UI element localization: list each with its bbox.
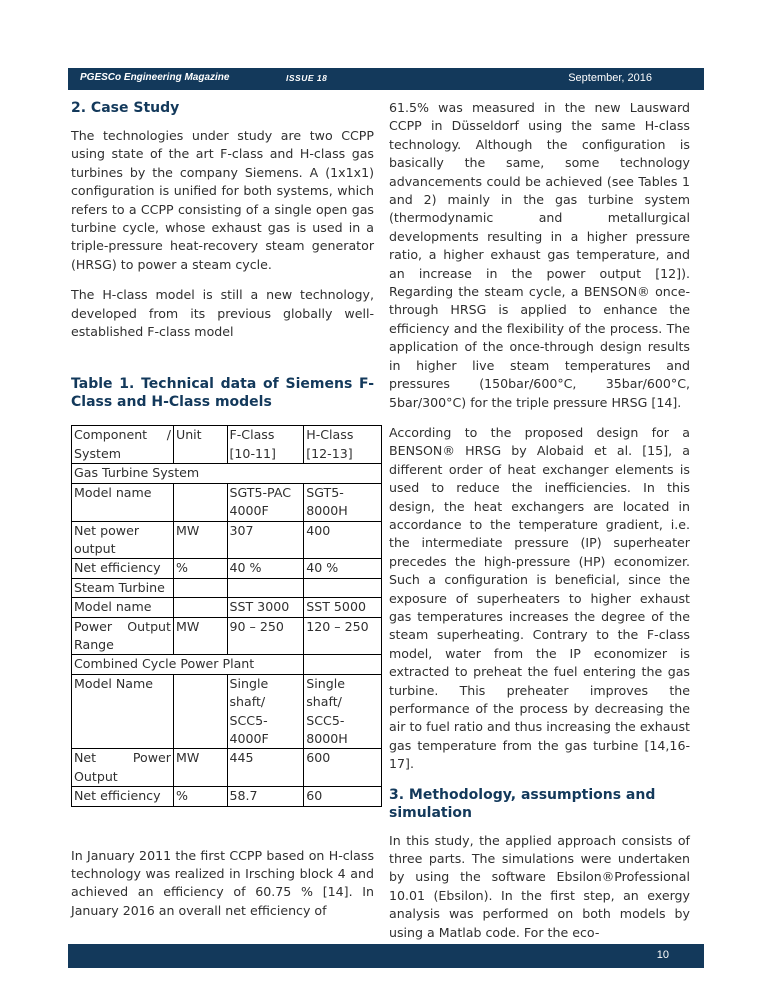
section-title-case-study: 2. Case Study (71, 100, 180, 116)
table-cell: Component / System (72, 426, 174, 464)
table-cell: 58.7 (227, 787, 304, 806)
table-row (72, 483, 382, 521)
table-cell: % (173, 787, 227, 806)
table-row (72, 749, 382, 787)
table-section-row (72, 578, 382, 597)
paragraph: 61.5% was measured in the new Lausward CCPP in Düsseldorf using the same H-class technology. Although the configuration is basically the same, some technology advancements could be achieved (see Tables 1 and 2) mainly in the gas turbine system (thermodynamic and metallurgical developments resulting in a higher pressure ratio, a higher exhaust gas temperature, and an increase in the power output [12]). Regarding the steam cycle, a BENSON® once-through HRSG is applied to enhance the efficiency and the flexibility of the process. The application of the once-through design results in higher live steam temperatures and pressures (150bar/600°C, 35bar/600°C, 5bar/300°C) for the triple pressure HRSG [14]. (389, 100, 690, 410)
footer-bar (68, 944, 704, 968)
technical-data-table (71, 425, 382, 806)
table-row (72, 617, 382, 655)
table-cell: 600 (304, 749, 382, 787)
paragraph: The H-class model is still a new technology, developed from its previous globally well-established F-class model (71, 287, 374, 340)
header-bar (68, 68, 704, 90)
table-row (72, 521, 382, 559)
paragraph: In January 2011 the first CCPP based on H-class technology was realized in Irsching block 4 and achieved an efficiency of 60.75 % [14]. In January 2016 an overall net efficiency of (71, 847, 374, 918)
table-row (72, 598, 382, 617)
issue-label: ISSUE 18 (286, 73, 328, 83)
table-row (72, 559, 382, 578)
left-column (71, 99, 374, 932)
paragraph: The technologies under study are two CCPP using state of the art F-class and H-class gas turbines by the company Siemens. A (1x1x1) configuration is unified for both systems, which refers to a CCPP consisting of a single open gas turbine cycle, whose exhaust gas is used in a triple-pressure heat-recovery steam generator (HRSG) to power a steam cycle. (71, 128, 374, 272)
table-cell: Net efficiency (72, 787, 174, 806)
table-cell: SGT5-PAC 4000F (227, 483, 304, 521)
table-cell: Power Output Range (72, 617, 174, 655)
table-cell: H-Class [12-13] (304, 426, 382, 464)
table-cell: 400 (304, 521, 382, 559)
page-number: 10 (656, 949, 669, 961)
table-cell: MW (173, 521, 227, 559)
table-cell: SGT5-8000H (304, 483, 382, 521)
table-cell: 90 – 250 (227, 617, 304, 655)
issue-date: September, 2016 (568, 72, 652, 84)
table-section-label: Combined Cycle Power Plant (72, 655, 304, 674)
table-cell: MW (173, 617, 227, 655)
table-cell: Net Power Output (72, 749, 174, 787)
table-cell (173, 598, 227, 617)
table-section-label: Steam Turbine (72, 578, 174, 597)
table-cell: Net power output (72, 521, 174, 559)
table-row (72, 787, 382, 806)
table-cell: SST 3000 (227, 598, 304, 617)
right-column (389, 99, 690, 954)
table-section-row (72, 464, 382, 483)
magazine-title: PGESCo Engineering Magazine (80, 72, 230, 83)
table-cell: Model Name (72, 674, 174, 749)
table-cell: % (173, 559, 227, 578)
table-cell: 40 % (227, 559, 304, 578)
table-cell: Single shaft/ SCC5-8000H (304, 674, 382, 749)
table-cell: 445 (227, 749, 304, 787)
table-cell: SST 5000 (304, 598, 382, 617)
table-cell: Net efficiency (72, 559, 174, 578)
table-cell (173, 483, 227, 521)
table-header-row (72, 426, 382, 464)
table-cell: F-Class [10-11] (227, 426, 304, 464)
table-section-label: Gas Turbine System (72, 464, 382, 483)
table-cell: 307 (227, 521, 304, 559)
table-cell: Model name (72, 598, 174, 617)
table-cell: 40 % (304, 559, 382, 578)
paragraph: According to the proposed design for a BENSON® HRSG by Alobaid et al. [15], a different order of heat exchanger elements is used to reduce the inefficiencies. In this design, the heat exchangers are located in accordance to the temperature gradient, i.e. the intermediate pressure (IP) superheater precedes the high-pressure (HP) economizer. Such a configuration is beneficial, since the exposure of superheaters to higher exhaust gas temperatures increases the degree of the steam superheating. Contrary to the F-class model, water from the IP economizer is extracted to preheat the fuel entering the gas turbine. This preheater improves the performance of the process by decreasing the air to fuel ratio and thus increasing the exhaust gas temperature from the gas turbine [14,16-17]. (389, 424, 690, 772)
table-cell: Model name (72, 483, 174, 521)
table-row (72, 674, 382, 749)
paragraph: In this study, the applied approach consists of three parts. The simulations were undertaken by using the software Ebsilon®Professional 10.01 (Ebsilon). In the first step, an exergy analysis was performed on both models by using a Matlab code. For the eco- (389, 832, 690, 940)
table-cell: MW (173, 749, 227, 787)
table-section-row (72, 655, 382, 674)
table-cell (173, 674, 227, 749)
table-cell: Single shaft/ SCC5-4000F (227, 674, 304, 749)
table-cell: Unit (173, 426, 227, 464)
table-cell: 120 – 250 (304, 617, 382, 655)
section-title-methodology: 3. Methodology, assumptions and simulation (389, 786, 656, 821)
table-cell: 60 (304, 787, 382, 806)
table-caption: Table 1. Technical data of Siemens F-Class and H-Class models (71, 376, 374, 411)
